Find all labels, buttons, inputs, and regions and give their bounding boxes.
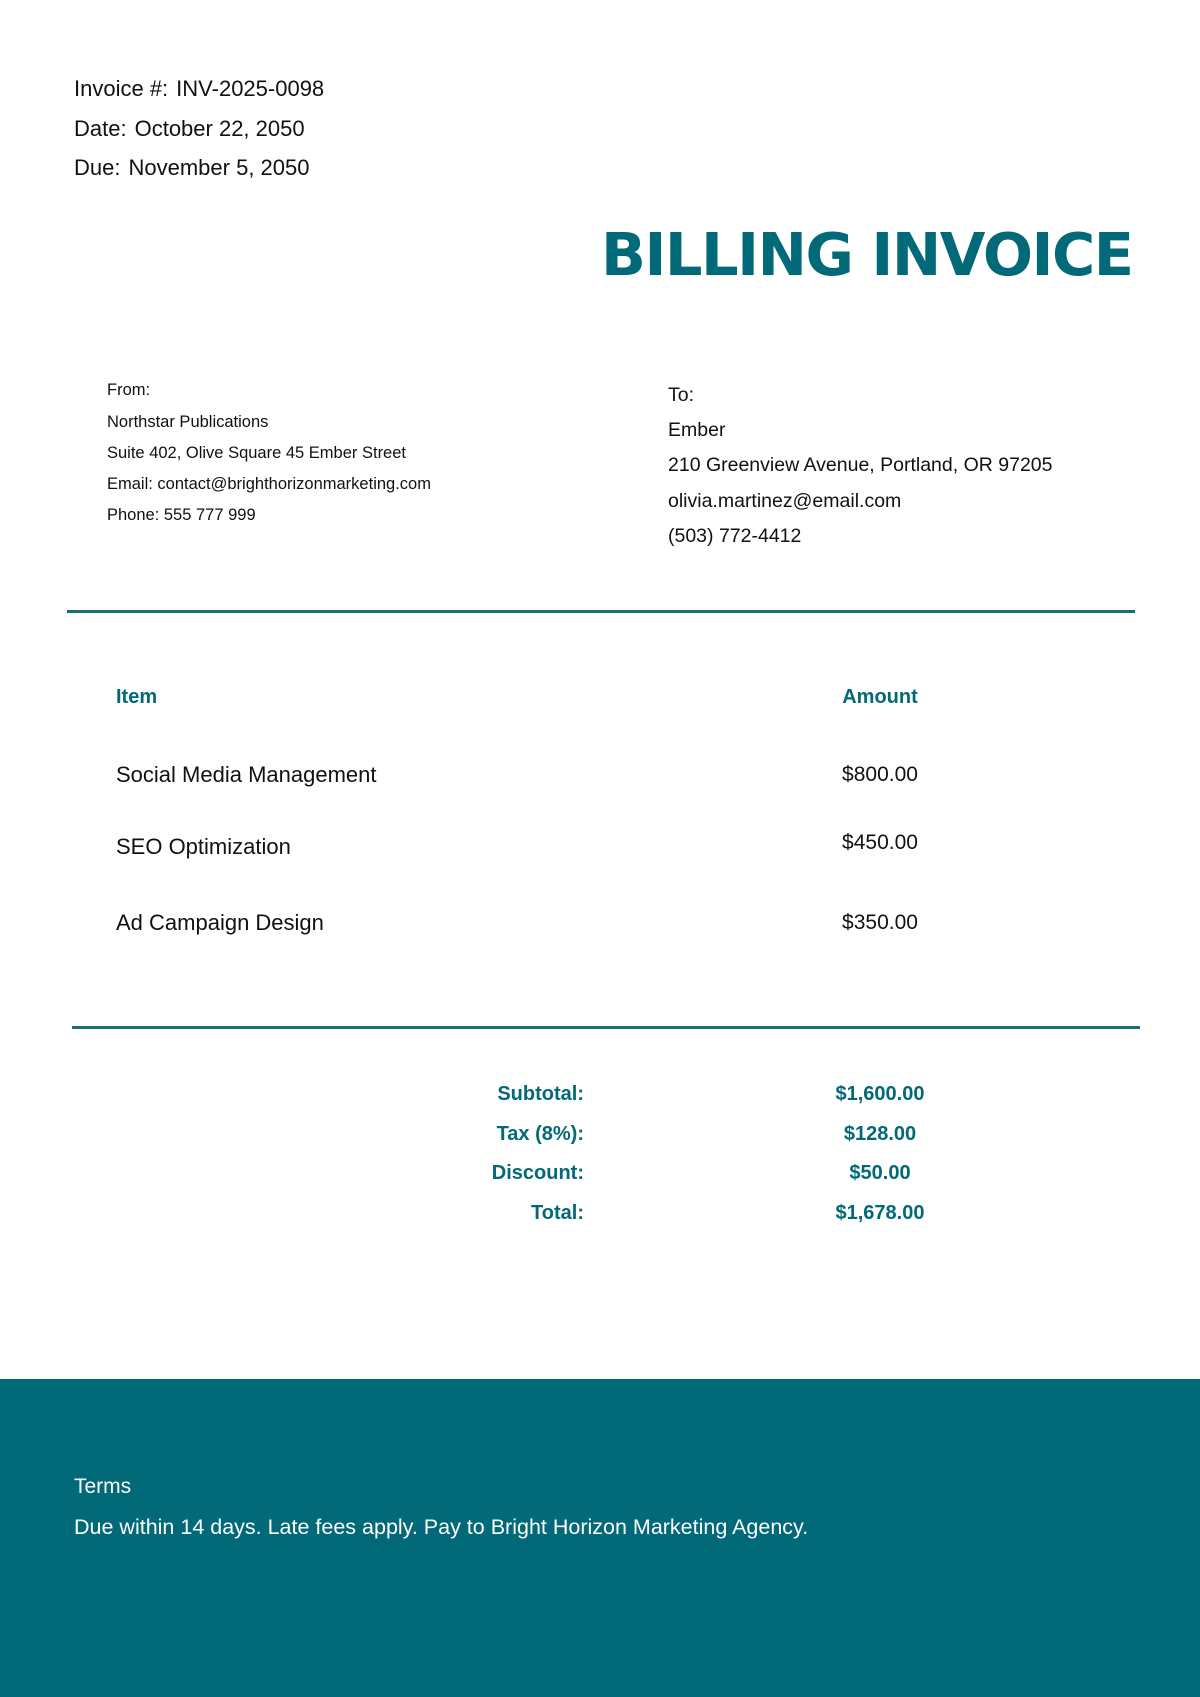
invoice-due-value: November 5, 2050 bbox=[128, 155, 310, 180]
invoice-number bbox=[74, 76, 324, 102]
subtotal-value: $1,600.00 bbox=[835, 1083, 925, 1105]
column-header-amount: Amount bbox=[842, 686, 918, 708]
item-name: SEO Optimization bbox=[116, 834, 291, 859]
item-amount: $450.00 bbox=[842, 831, 918, 854]
invoice-date-label: Date: bbox=[74, 116, 127, 141]
subtotal-label: Subtotal: bbox=[497, 1083, 584, 1105]
item-name: Social Media Management bbox=[116, 762, 377, 787]
page-title: BILLING INVOICE bbox=[601, 220, 1133, 289]
terms-title: Terms bbox=[74, 1475, 132, 1498]
invoice-due-label: Due: bbox=[74, 155, 121, 180]
from-name: Northstar Publications bbox=[107, 413, 269, 431]
divider-bottom bbox=[72, 1026, 1140, 1029]
item-name: Ad Campaign Design bbox=[116, 910, 324, 935]
invoice-number-label: Invoice #: bbox=[74, 76, 169, 101]
to-phone: (503) 772-4412 bbox=[668, 525, 802, 547]
tax-value: $128.00 bbox=[843, 1123, 917, 1145]
tax-label: Tax (8%): bbox=[496, 1123, 584, 1145]
from-phone: Phone: 555 777 999 bbox=[107, 506, 256, 524]
to-label: To: bbox=[668, 384, 695, 406]
to-email: olivia.martinez@email.com bbox=[668, 490, 902, 512]
item-amount: $350.00 bbox=[842, 911, 918, 934]
item-amount: $800.00 bbox=[842, 763, 918, 786]
discount-value: $50.00 bbox=[849, 1162, 911, 1184]
to-address: 210 Greenview Avenue, Portland, OR 97205 bbox=[668, 454, 1053, 476]
invoice-number-value: INV-2025-0098 bbox=[176, 76, 325, 101]
terms-text: Due within 14 days. Late fees apply. Pay to Bright Horizon Marketing Agency. bbox=[74, 1515, 809, 1539]
invoice-date-value: October 22, 2050 bbox=[134, 116, 305, 141]
from-address: Suite 402, Olive Square 45 Ember Street bbox=[107, 444, 406, 462]
column-header-item: Item bbox=[116, 686, 158, 708]
invoice-due bbox=[74, 155, 309, 181]
from-email: Email: contact@brighthorizonmarketing.com bbox=[107, 475, 431, 493]
total-value: $1,678.00 bbox=[835, 1202, 925, 1224]
terms-footer bbox=[0, 1379, 1200, 1697]
invoice-date bbox=[74, 116, 305, 142]
discount-label: Discount: bbox=[491, 1162, 584, 1184]
from-label: From: bbox=[107, 381, 151, 399]
divider-top bbox=[67, 610, 1135, 613]
total-label: Total: bbox=[531, 1202, 584, 1224]
to-name: Ember bbox=[668, 419, 726, 441]
